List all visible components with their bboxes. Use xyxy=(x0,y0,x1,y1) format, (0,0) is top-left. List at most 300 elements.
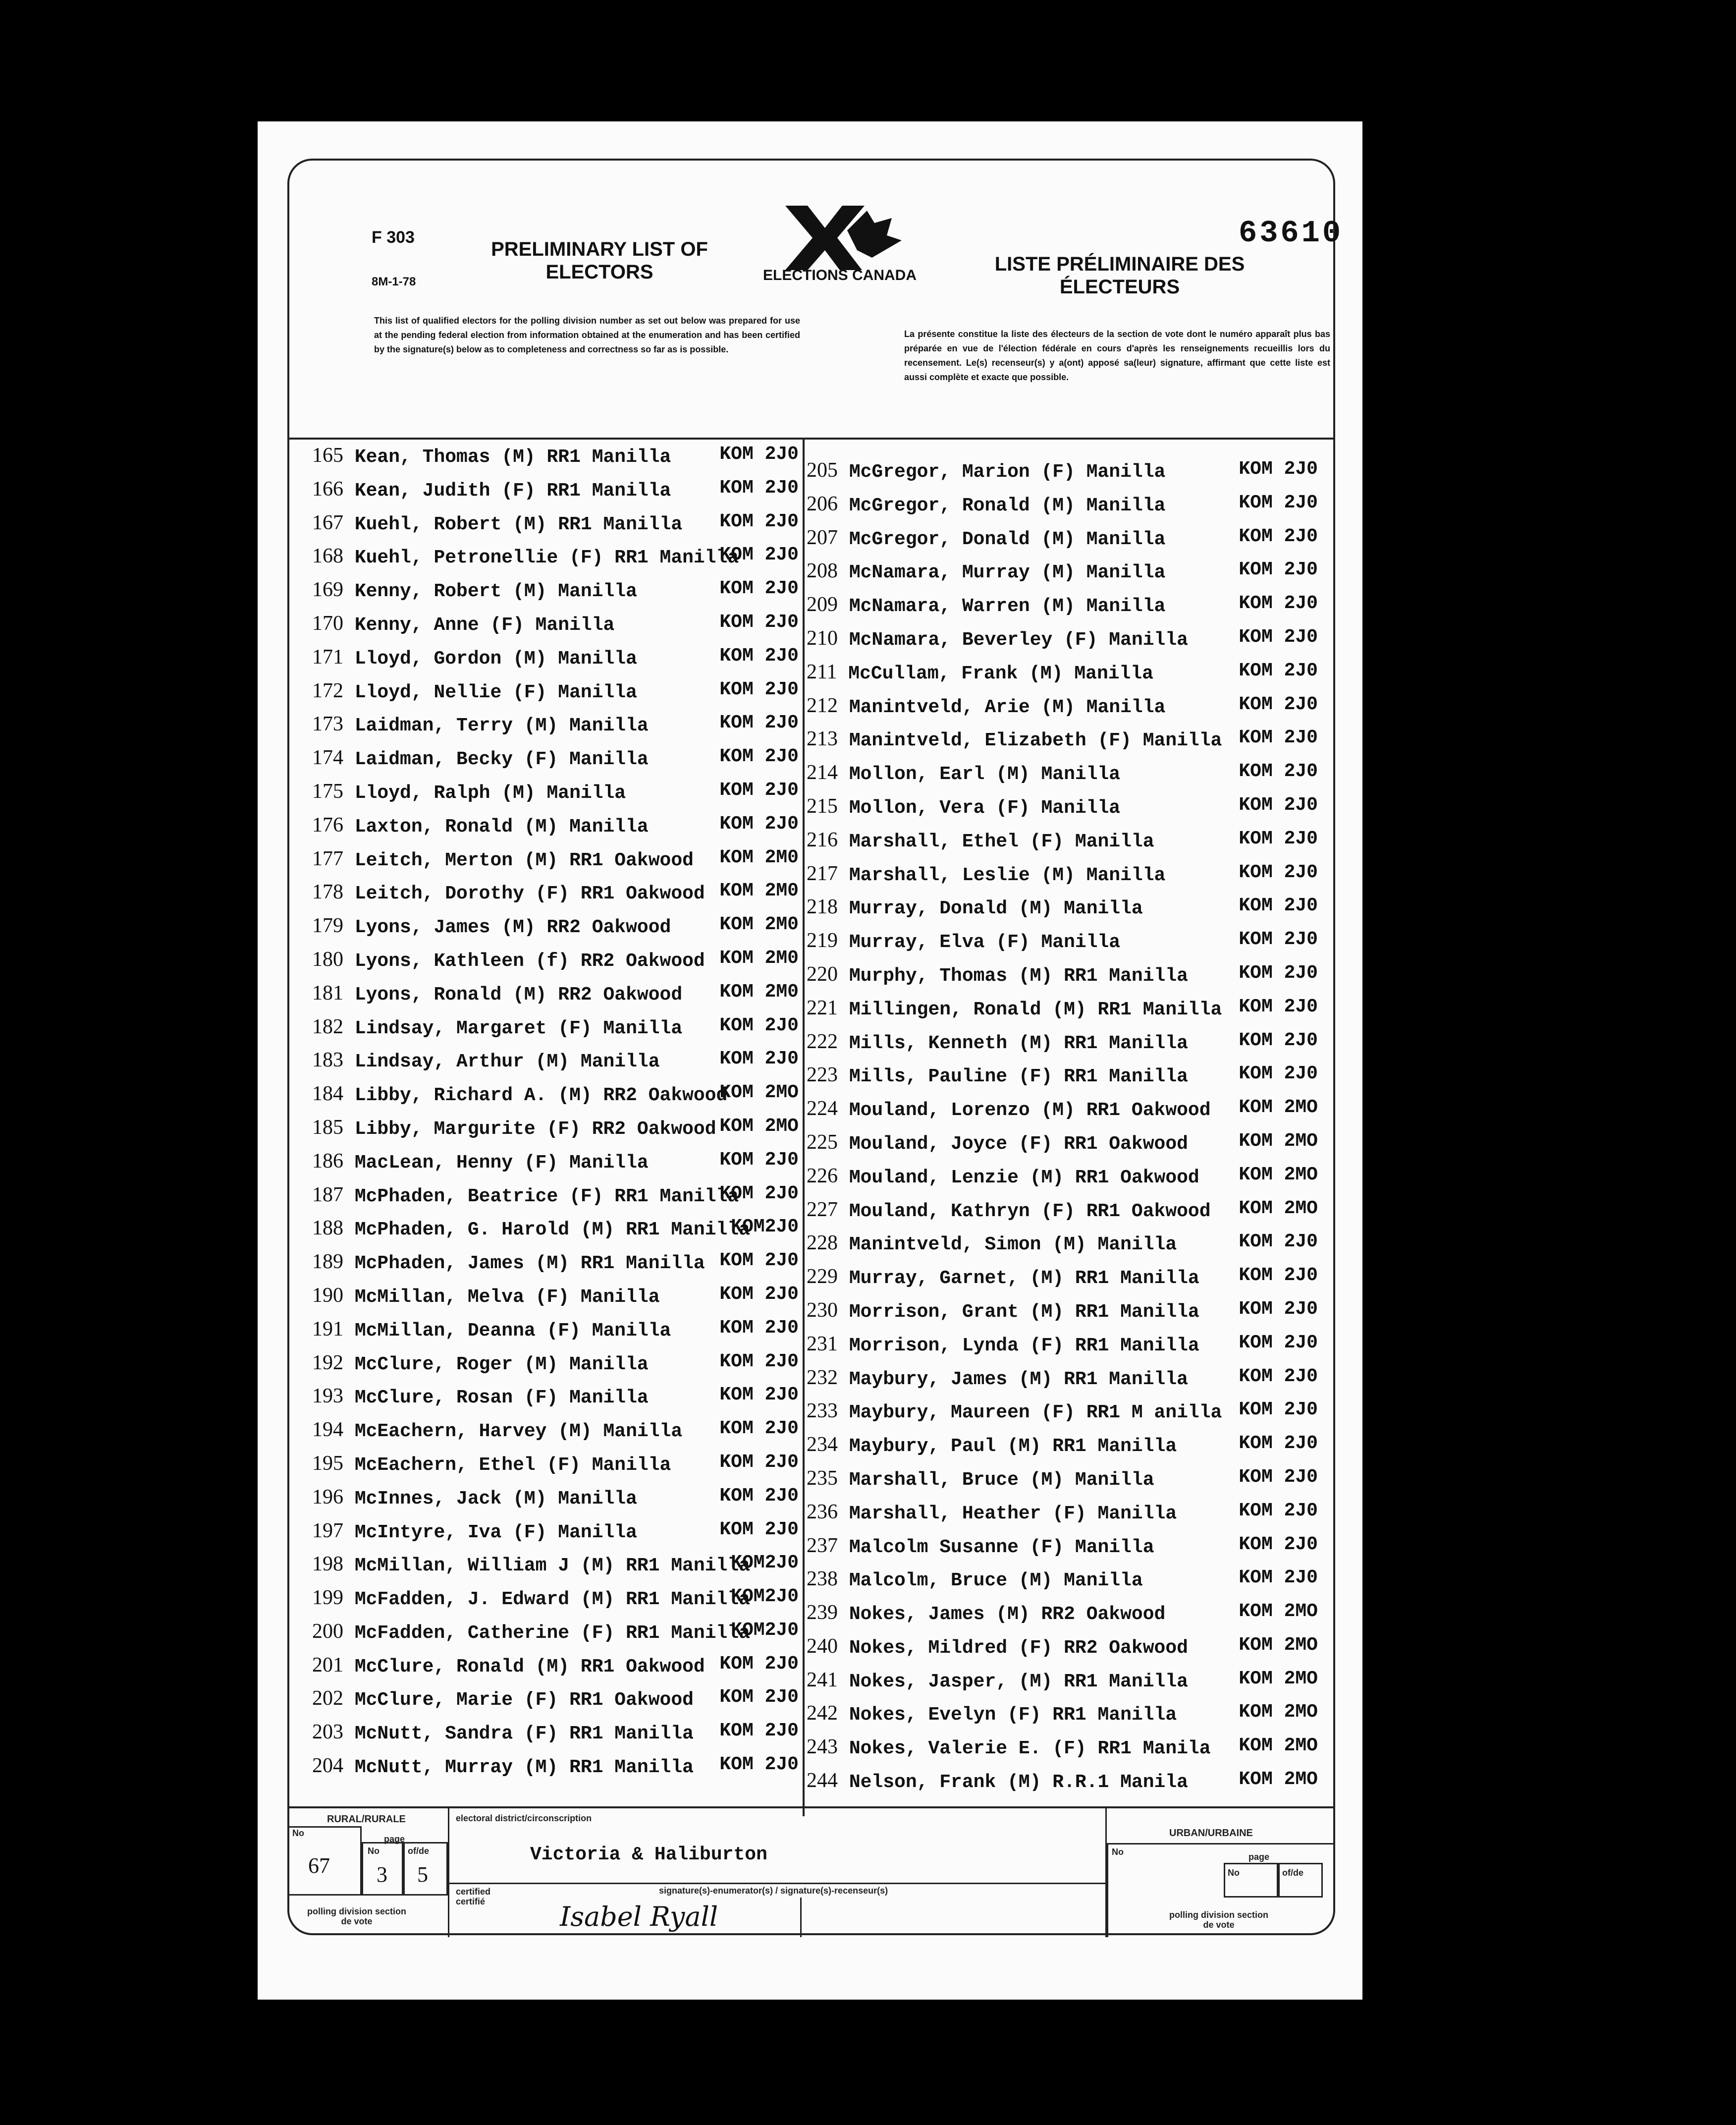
elector-postal-code: KOM 2J0 xyxy=(1239,828,1318,849)
elector-name-address: Mouland, Kathryn (F) RR1 Oakwood xyxy=(849,1200,1211,1222)
elector-postal-code: KOM 2J0 xyxy=(1239,1365,1318,1387)
elector-postal-code: KOM 2MO xyxy=(1239,1164,1318,1185)
elector-row xyxy=(807,1534,1322,1567)
elector-name-address: Maybury, Maureen (F) RR1 M anilla xyxy=(849,1402,1222,1424)
elector-name-address: McNutt, Sandra (F) RR1 Manilla xyxy=(354,1723,694,1745)
elector-name-address: McFadden, J. Edward (M) RR1 Manilla xyxy=(354,1589,750,1611)
elector-row xyxy=(807,694,1322,727)
signature-text: Isabel Ryall xyxy=(560,1901,718,1932)
elector-number: 193 xyxy=(312,1385,343,1408)
elector-name-address: Mouland, Lorenzo (M) RR1 Oakwood xyxy=(849,1100,1211,1121)
elector-number: 214 xyxy=(807,761,838,784)
elector-postal-code: KOM 2J0 xyxy=(1239,861,1318,883)
elector-number: 238 xyxy=(807,1567,838,1591)
elector-name-address: Mouland, Joyce (F) RR1 Oakwood xyxy=(849,1133,1188,1155)
elector-number: 240 xyxy=(807,1634,838,1658)
elector-postal-code: KOM 2J0 xyxy=(1239,1265,1318,1286)
elector-name-address: Leitch, Merton (M) RR1 Oakwood xyxy=(354,849,694,871)
intro-french: La présente constitue la liste des électeurs de la section de vote dont le numéro apparaît plus bas préparée en vue de l'élection fédérale en cours d'après les renseignements recueillis lors du recensement. Le(s) recenseur(s) y a(ont) apposé sa(leur) signature, affirmant que cette liste est aussi complète et exacte que possible. xyxy=(904,329,1330,382)
polling-division-label: polling division section de vote xyxy=(307,1906,407,1926)
elector-postal-code: KOM 2J0 xyxy=(719,1384,799,1406)
elector-row xyxy=(807,727,1322,761)
elector-postal-code: KOM 2J0 xyxy=(719,1283,799,1305)
elector-row xyxy=(312,1384,803,1418)
elector-number: 231 xyxy=(807,1332,838,1355)
elector-postal-code: KOM 2MO xyxy=(719,1115,799,1137)
signature-label: signature(s)-enumerator(s) / signature(s)-recenseur(s) xyxy=(659,1886,888,1896)
elector-number: 230 xyxy=(807,1298,838,1322)
elector-row xyxy=(312,712,803,746)
elector-row xyxy=(312,679,803,713)
elector-name-address: Nokes, Jasper, (M) RR1 Manilla xyxy=(849,1671,1188,1692)
elector-postal-code: KOM 2J0 xyxy=(1239,929,1318,951)
intro-english: This list of qualified electors for the polling division number as set out below was prepared for use at the pending federal election from information obtained at the enumeration and has been certified by the signature(s) below as to completeness and correctness so far as is possible. xyxy=(374,316,800,354)
elector-number: 182 xyxy=(312,1015,343,1038)
elector-number: 236 xyxy=(807,1500,838,1523)
elector-postal-code: KOM 2J0 xyxy=(719,1317,799,1339)
urban-no-label: No xyxy=(1112,1847,1124,1857)
elector-row xyxy=(807,828,1322,862)
title-english: PRELIMINARY LIST OF ELECTORS xyxy=(491,238,708,283)
elector-row xyxy=(807,1701,1322,1735)
elector-postal-code: KOM 2J0 xyxy=(719,1653,799,1675)
elector-number: 235 xyxy=(807,1466,838,1490)
elector-row xyxy=(807,1130,1322,1164)
elector-row xyxy=(312,780,803,813)
elector-number: 169 xyxy=(312,578,343,602)
elector-postal-code: KOM 2J0 xyxy=(719,1720,799,1742)
elector-row xyxy=(807,1198,1322,1231)
page-no-label: No xyxy=(368,1846,380,1856)
elector-name-address: Malcolm, Bruce (M) Manilla xyxy=(849,1570,1143,1592)
elector-name-address: Leitch, Dorothy (F) RR1 Oakwood xyxy=(354,883,705,905)
elector-postal-code: KOM 2J0 xyxy=(1239,962,1318,984)
header-divider xyxy=(288,438,1334,440)
elector-row xyxy=(807,626,1322,660)
elector-row xyxy=(807,593,1322,626)
elector-row xyxy=(807,929,1322,962)
elector-postal-code: KOM 2J0 xyxy=(1239,593,1318,615)
elector-postal-code: KOM 2J0 xyxy=(719,712,799,734)
elector-row xyxy=(807,1601,1322,1634)
elector-row xyxy=(312,981,803,1015)
signature-divider xyxy=(800,1898,802,1937)
elector-postal-code: KOM 2J0 xyxy=(719,1149,799,1171)
elector-postal-code: KOM2J0 xyxy=(731,1619,799,1641)
elector-number: 171 xyxy=(312,645,343,669)
elector-number: 188 xyxy=(312,1217,343,1240)
elector-row xyxy=(312,1418,803,1452)
elector-row xyxy=(312,1183,803,1217)
elector-name-address: Mills, Kenneth (M) RR1 Manilla xyxy=(849,1032,1188,1054)
elector-name-address: Nokes, Mildred (F) RR2 Oakwood xyxy=(849,1637,1188,1659)
elector-postal-code: KOM 2J0 xyxy=(719,813,799,835)
elector-postal-code: KOM 2MO xyxy=(1239,1668,1318,1689)
elector-row xyxy=(312,1216,803,1250)
elector-name-address: Lindsay, Margaret (F) Manilla xyxy=(354,1017,683,1039)
elector-name-address: Maybury, James (M) RR1 Manilla xyxy=(849,1368,1188,1390)
elector-row xyxy=(807,1500,1322,1534)
elector-row xyxy=(807,1567,1322,1601)
elector-row xyxy=(312,813,803,847)
elector-name-address: MacLean, Henny (F) Manilla xyxy=(354,1152,649,1174)
polling-division-number: 67 xyxy=(308,1853,330,1878)
elector-postal-code: KOM 2MO xyxy=(719,1082,799,1104)
elector-number: 232 xyxy=(807,1366,838,1389)
certification-footer xyxy=(287,1806,1335,1937)
elector-number: 177 xyxy=(312,847,343,870)
elector-name-address: Morrison, Grant (M) RR1 Manilla xyxy=(849,1301,1199,1323)
elector-row xyxy=(807,1399,1322,1433)
elector-number: 173 xyxy=(312,713,343,736)
elector-name-address: McMillan, Deanna (F) Manilla xyxy=(354,1320,671,1342)
enumerator-signature xyxy=(555,1895,813,1935)
certified-label: certified certifié xyxy=(456,1887,491,1906)
rural-label: RURAL/RURALE xyxy=(327,1814,406,1825)
elector-row xyxy=(807,1769,1322,1802)
logo-text: ELECTIONS CANADA xyxy=(762,267,917,283)
elector-postal-code: KOM 2MO xyxy=(1239,1097,1318,1118)
elector-name-address: Lloyd, Nellie (F) Manilla xyxy=(354,681,637,703)
elector-number: 196 xyxy=(312,1485,343,1509)
elector-postal-code: KOM 2J0 xyxy=(1239,1533,1318,1555)
elector-row xyxy=(807,761,1322,794)
elector-name-address: Laxton, Ronald (M) Manilla xyxy=(354,816,649,838)
elector-postal-code: KOM 2M0 xyxy=(719,880,799,902)
elector-number: 167 xyxy=(312,511,343,534)
elector-postal-code: KOM 2J0 xyxy=(719,1048,799,1070)
district-rule xyxy=(448,1883,1107,1884)
elector-name-address: Malcolm Susanne (F) Manilla xyxy=(849,1536,1154,1558)
elector-number: 216 xyxy=(807,828,838,851)
elector-postal-code: KOM 2J0 xyxy=(719,1014,799,1036)
elector-number: 223 xyxy=(807,1063,838,1087)
elector-name-address: Morrison, Lynda (F) RR1 Manilla xyxy=(849,1335,1199,1356)
elector-name-address: Mills, Pauline (F) RR1 Manilla xyxy=(849,1066,1188,1088)
elector-number: 213 xyxy=(807,727,838,751)
elector-postal-code: KOM 2J0 xyxy=(1239,492,1318,513)
elector-row xyxy=(807,1332,1322,1366)
elector-number: 209 xyxy=(807,593,838,616)
elector-name-address: McNamara, Murray (M) Manilla xyxy=(849,562,1166,584)
elector-postal-code: KOM 2J0 xyxy=(719,1250,799,1272)
elector-name-address: Lyons, James (M) RR2 Oakwood xyxy=(354,917,671,939)
elector-number: 241 xyxy=(807,1668,838,1691)
elector-postal-code: KOM 2J0 xyxy=(719,1451,799,1473)
elector-postal-code: KOM 2MO xyxy=(1239,1130,1318,1152)
elector-postal-code: KOM 2J0 xyxy=(1239,660,1318,681)
elector-postal-code: KOM 2J0 xyxy=(1239,1433,1318,1454)
elector-number: 239 xyxy=(807,1601,838,1624)
elector-number: 174 xyxy=(312,746,343,770)
elector-number: 181 xyxy=(312,981,343,1005)
elector-postal-code: KOM 2M0 xyxy=(719,846,799,868)
district-label: electoral district/circonscription xyxy=(456,1813,592,1823)
elector-number: 237 xyxy=(807,1534,838,1557)
elector-postal-code: KOM 2MO xyxy=(1239,1769,1318,1790)
elector-name-address: Millingen, Ronald (M) RR1 Manilla xyxy=(849,999,1222,1020)
elector-postal-code: KOM2J0 xyxy=(731,1216,799,1238)
elector-postal-code: KOM 2J0 xyxy=(1239,1466,1318,1488)
elector-row xyxy=(807,962,1322,996)
elector-name-address: McClure, Rosan (F) Manilla xyxy=(354,1387,649,1409)
elector-postal-code: KOM 2J0 xyxy=(1239,1231,1318,1253)
elector-number: 201 xyxy=(312,1653,343,1677)
elector-number: 228 xyxy=(807,1231,838,1255)
elector-name-address: McEachern, Ethel (F) Manilla xyxy=(354,1454,671,1476)
elector-postal-code: KOM 2J0 xyxy=(1239,1332,1318,1353)
elector-postal-code: KOM 2J0 xyxy=(719,444,799,465)
elector-row xyxy=(312,1284,803,1317)
elector-postal-code: KOM 2J0 xyxy=(719,611,799,633)
elector-row xyxy=(312,1519,803,1553)
elector-postal-code: KOM 2J0 xyxy=(719,645,799,667)
elector-number: 168 xyxy=(312,545,343,568)
elector-name-address: McIntyre, Iva (F) Manilla xyxy=(354,1521,637,1543)
elector-postal-code: KOM 2M0 xyxy=(719,914,799,936)
electoral-district: Victoria & Haliburton xyxy=(530,1844,767,1865)
elector-number: 198 xyxy=(312,1553,343,1576)
elector-name-address: McEachern, Harvey (M) Manilla xyxy=(354,1421,683,1443)
elector-postal-code: KOM 2J0 xyxy=(719,1518,799,1540)
elector-postal-code: KOM 2MO xyxy=(1239,1701,1318,1723)
elector-row xyxy=(312,511,803,545)
urban-page-no-label: No xyxy=(1228,1868,1240,1878)
elector-number: 224 xyxy=(807,1097,838,1120)
elector-name-address: McNamara, Warren (M) Manilla xyxy=(849,596,1166,617)
elector-postal-code: KOM 2J0 xyxy=(719,1350,799,1372)
elector-postal-code: KOM 2J0 xyxy=(1239,1567,1318,1589)
elector-name-address: McClure, Marie (F) RR1 Oakwood xyxy=(354,1689,694,1711)
elector-number: 199 xyxy=(312,1586,343,1610)
elector-number: 210 xyxy=(807,626,838,650)
elector-name-address: Nokes, Valerie E. (F) RR1 Manila xyxy=(849,1738,1211,1760)
elector-number: 243 xyxy=(807,1735,838,1759)
no-label: No xyxy=(292,1828,304,1838)
elector-postal-code: KOM 2J0 xyxy=(719,779,799,801)
elector-postal-code: KOM 2M0 xyxy=(719,981,799,1003)
elector-name-address: Maybury, Paul (M) RR1 Manilla xyxy=(849,1436,1177,1457)
elector-number: 206 xyxy=(807,492,838,515)
elector-postal-code: KOM 2J0 xyxy=(719,477,799,499)
elector-number: 227 xyxy=(807,1198,838,1221)
page-number: 3 xyxy=(377,1862,387,1887)
elector-row xyxy=(807,660,1322,694)
elector-row xyxy=(312,1485,803,1519)
elector-name-address: Lloyd, Ralph (M) Manilla xyxy=(354,782,626,804)
elector-list-sheet xyxy=(258,121,1362,2000)
elector-name-address: McGregor, Ronald (M) Manilla xyxy=(849,495,1166,516)
elector-column-right xyxy=(807,458,1322,1802)
elector-postal-code: KOM 2J0 xyxy=(719,746,799,768)
elector-row xyxy=(312,1620,803,1653)
elector-row xyxy=(807,1063,1322,1097)
elector-name-address: McInnes, Jack (M) Manilla xyxy=(354,1488,637,1510)
serial-number: 63610 xyxy=(1239,216,1344,251)
elector-row xyxy=(807,996,1322,1030)
elector-name-address: McCullam, Frank (M) Manilla xyxy=(848,663,1153,684)
elector-number: 204 xyxy=(312,1754,343,1778)
elector-number: 184 xyxy=(312,1082,343,1106)
elector-name-address: McMillan, William J (M) RR1 Manilla xyxy=(354,1555,750,1577)
elector-row xyxy=(312,914,803,948)
elector-row xyxy=(312,1116,803,1149)
elector-row xyxy=(312,1317,803,1351)
elector-row xyxy=(807,1634,1322,1668)
elector-number: 211 xyxy=(807,660,837,683)
elector-name-address: Murray, Garnet, (M) RR1 Manilla xyxy=(849,1268,1199,1289)
elector-number: 170 xyxy=(312,612,343,635)
elector-name-address: Kenny, Robert (M) Manilla xyxy=(354,581,637,603)
elector-row xyxy=(312,1452,803,1485)
elector-number: 175 xyxy=(312,780,343,803)
elector-number: 185 xyxy=(312,1116,343,1139)
elector-postal-code: KOM 2J0 xyxy=(719,1182,799,1204)
elector-postal-code: KOM 2J0 xyxy=(1239,1298,1318,1320)
elector-name-address: Nokes, James (M) RR2 Oakwood xyxy=(849,1604,1166,1625)
elector-row xyxy=(312,847,803,881)
elector-row xyxy=(312,1754,803,1788)
elector-row xyxy=(807,895,1322,929)
elector-number: 180 xyxy=(312,948,343,971)
elector-row xyxy=(312,1552,803,1586)
elector-row xyxy=(807,1668,1322,1702)
elector-number: 222 xyxy=(807,1030,838,1053)
elector-row xyxy=(312,880,803,914)
elector-row xyxy=(312,1048,803,1082)
elector-name-address: McGregor, Marion (F) Manilla xyxy=(849,461,1166,483)
elector-name-address: McPhaden, James (M) RR1 Manilla xyxy=(354,1253,705,1275)
elector-postal-code: KOM 2J0 xyxy=(719,1686,799,1708)
elector-row xyxy=(807,1433,1322,1466)
elector-name-address: Kuehl, Petronellie (F) RR1 Manilla xyxy=(354,547,739,569)
elector-name-address: Lindsay, Arthur (M) Manilla xyxy=(354,1051,660,1073)
elector-number: 179 xyxy=(312,914,343,938)
elector-row xyxy=(312,1082,803,1116)
elector-postal-code: KOM 2J0 xyxy=(1239,761,1318,783)
elector-row xyxy=(312,1686,803,1720)
elector-number: 195 xyxy=(312,1452,343,1475)
elector-row xyxy=(312,1149,803,1183)
elector-number: 208 xyxy=(807,559,838,583)
elector-postal-code: KOM 2J0 xyxy=(1239,727,1318,749)
elector-postal-code: KOM 2J0 xyxy=(719,1485,799,1507)
elector-name-address: Marshall, Bruce (M) Manilla xyxy=(849,1469,1154,1491)
elector-number: 166 xyxy=(312,477,343,501)
elector-number: 189 xyxy=(312,1250,343,1274)
elector-number: 172 xyxy=(312,679,343,702)
elector-name-address: Lyons, Kathleen (f) RR2 Oakwood xyxy=(354,950,705,972)
elector-number: 215 xyxy=(807,794,838,818)
elector-row xyxy=(807,862,1322,895)
elector-row xyxy=(807,1735,1322,1769)
elector-row xyxy=(312,645,803,679)
page-of-label: of/de xyxy=(408,1846,429,1856)
elector-row xyxy=(807,458,1322,492)
elector-number: 207 xyxy=(807,526,838,549)
elector-postal-code: KOM 2J0 xyxy=(1239,895,1318,917)
elector-name-address: Lloyd, Gordon (M) Manilla xyxy=(354,648,637,670)
elector-postal-code: KOM 2J0 xyxy=(1239,1500,1318,1521)
elector-name-address: Manintveld, Simon (M) Manilla xyxy=(849,1234,1177,1256)
elector-name-address: Manintveld, Elizabeth (F) Manilla xyxy=(849,730,1222,752)
elector-postal-code: KOM 2J0 xyxy=(719,678,799,700)
form-date: 8M-1-78 xyxy=(372,275,416,288)
elector-row xyxy=(312,1015,803,1049)
elector-column-left xyxy=(312,444,803,1788)
elector-row xyxy=(312,1720,803,1754)
elector-name-address: Laidman, Terry (M) Manilla xyxy=(354,715,649,737)
elector-number: 183 xyxy=(312,1049,343,1072)
elector-name-address: McClure, Roger (M) Manilla xyxy=(354,1353,649,1375)
elector-row xyxy=(312,1586,803,1620)
elector-name-address: Lyons, Ronald (M) RR2 Oakwood xyxy=(354,984,683,1006)
elector-postal-code: KOM 2J0 xyxy=(719,510,799,532)
elector-number: 203 xyxy=(312,1721,343,1744)
elector-number: 225 xyxy=(807,1130,838,1154)
elector-row xyxy=(807,1164,1322,1198)
elector-name-address: McNamara, Beverley (F) Manilla xyxy=(849,629,1188,651)
elector-row xyxy=(312,578,803,612)
elector-name-address: Mollon, Earl (M) Manilla xyxy=(849,764,1121,785)
elector-name-address: Murphy, Thomas (M) RR1 Manilla xyxy=(849,965,1188,987)
elector-name-address: McPhaden, G. Harold (M) RR1 Manilla xyxy=(354,1219,750,1241)
elector-row xyxy=(312,444,803,477)
elector-postal-code: KOM 2J0 xyxy=(1239,1063,1318,1085)
elector-name-address: Laidman, Becky (F) Manilla xyxy=(354,749,649,771)
elector-name-address: Nokes, Evelyn (F) RR1 Manilla xyxy=(849,1704,1177,1726)
elector-postal-code: KOM 2J0 xyxy=(719,544,799,566)
urban-polling-label: polling division section de vote xyxy=(1169,1910,1269,1930)
elector-number: 219 xyxy=(807,929,838,952)
elector-postal-code: KOM 2J0 xyxy=(1239,794,1318,816)
page-total: 5 xyxy=(417,1862,428,1887)
elector-row xyxy=(312,477,803,511)
elector-number: 226 xyxy=(807,1164,838,1187)
elector-name-address: McMillan, Melva (F) Manilla xyxy=(354,1286,660,1308)
elector-row xyxy=(807,1231,1322,1265)
elector-number: 244 xyxy=(807,1769,838,1792)
elector-row xyxy=(807,526,1322,559)
elector-number: 202 xyxy=(312,1687,343,1710)
elector-number: 212 xyxy=(807,694,838,717)
elector-row xyxy=(312,746,803,780)
elector-number: 187 xyxy=(312,1183,343,1206)
elector-name-address: Murray, Elva (F) Manilla xyxy=(849,932,1121,953)
elector-number: 200 xyxy=(312,1620,343,1643)
elector-name-address: McPhaden, Beatrice (F) RR1 Manilla xyxy=(354,1185,739,1207)
elector-row xyxy=(312,1250,803,1284)
elector-name-address: Nelson, Frank (M) R.R.1 Manila xyxy=(849,1772,1188,1793)
elector-name-address: Libby, Margurite (F) RR2 Oakwood xyxy=(354,1118,716,1140)
elector-number: 217 xyxy=(807,862,838,885)
elector-name-address: McClure, Ronald (M) RR1 Oakwood xyxy=(354,1656,705,1678)
elector-number: 242 xyxy=(807,1702,838,1725)
elector-name-address: Marshall, Heather (F) Manilla xyxy=(849,1503,1177,1524)
elector-number: 192 xyxy=(312,1351,343,1374)
elector-name-address: McNutt, Murray (M) RR1 Manilla xyxy=(354,1757,694,1779)
elector-number: 165 xyxy=(312,444,343,467)
elector-postal-code: KOM 2J0 xyxy=(719,1418,799,1440)
elector-postal-code: KOM2J0 xyxy=(731,1586,799,1608)
elector-postal-code: KOM 2J0 xyxy=(1239,1399,1318,1421)
elections-canada-logo xyxy=(762,201,917,292)
elector-name-address: Murray, Donald (M) Manilla xyxy=(849,898,1143,920)
elector-number: 176 xyxy=(312,813,343,837)
elector-row xyxy=(807,1097,1322,1130)
elector-postal-code: KOM 2MO xyxy=(1239,1634,1318,1656)
elector-row xyxy=(807,1265,1322,1298)
